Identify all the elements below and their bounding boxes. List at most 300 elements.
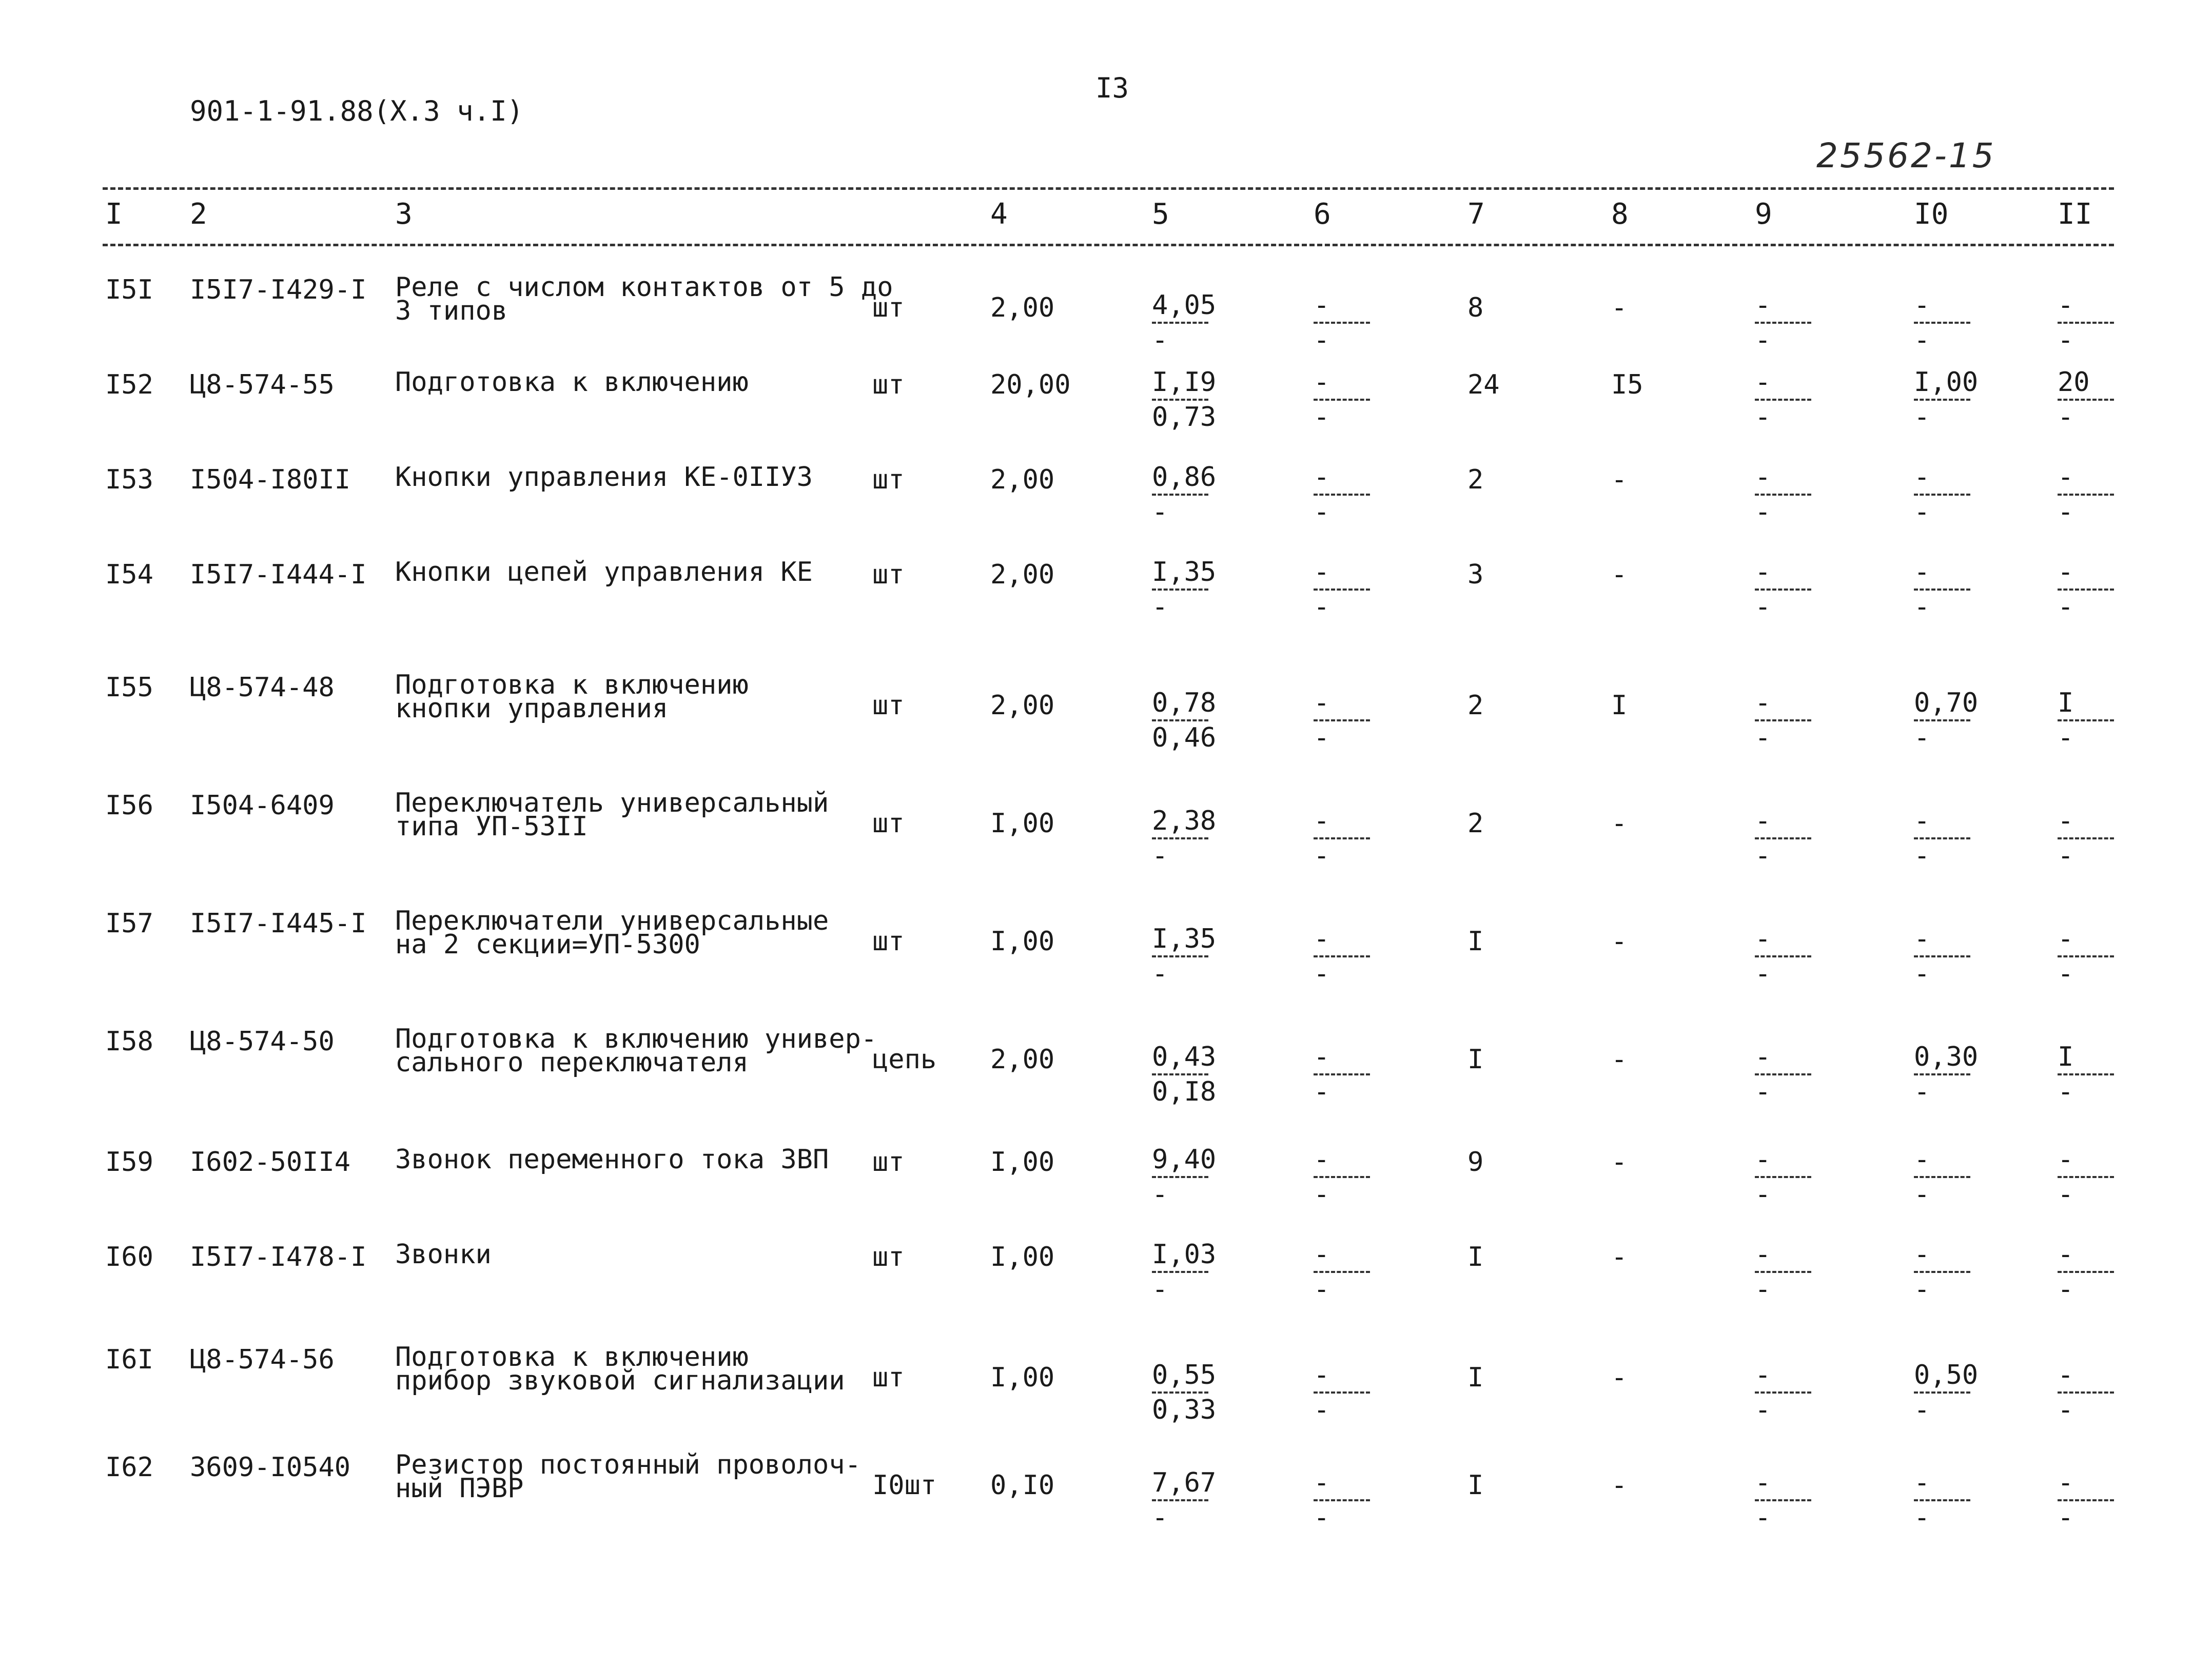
row-col9 xyxy=(1755,1239,1811,1305)
column-header-8: 8 xyxy=(1611,198,1629,231)
row-col6 xyxy=(1314,688,1370,753)
row-col5-fraction-bar xyxy=(1152,589,1208,591)
row-col5-fraction-bar xyxy=(1152,322,1208,324)
row-col5 xyxy=(1152,557,1216,622)
row-col8: I xyxy=(1611,690,1628,721)
row-number: I58 xyxy=(105,1026,153,1057)
row-col6-denominator: - xyxy=(1314,840,1330,871)
row-col11 xyxy=(2058,557,2114,622)
row-col5-denominator: - xyxy=(1152,840,1168,871)
row-col6 xyxy=(1314,557,1370,622)
row-col10-denominator: - xyxy=(1914,1274,1930,1305)
row-col5-numerator: 0,86 xyxy=(1152,462,1217,493)
row-col10-fraction-bar xyxy=(1914,494,1970,496)
row-quantity: I,00 xyxy=(990,1242,1055,1272)
row-col9 xyxy=(1755,1144,1811,1210)
column-header-2: 2 xyxy=(190,198,207,231)
row-col6 xyxy=(1314,290,1370,356)
row-col6-numerator: - xyxy=(1314,557,1330,587)
row-col7: 2 xyxy=(1467,464,1484,495)
row-name: Звонки xyxy=(395,1239,492,1270)
row-col6-fraction-bar xyxy=(1314,322,1370,324)
row-col10-fraction-bar xyxy=(1914,399,1970,401)
row-col10-numerator: - xyxy=(1914,1467,1930,1498)
row-code: I504-6409 xyxy=(190,790,335,821)
row-col6-denominator: - xyxy=(1314,592,1330,622)
row-col6-numerator: - xyxy=(1314,1239,1330,1270)
row-col8: - xyxy=(1611,1470,1628,1501)
row-col11-numerator: - xyxy=(2058,1360,2074,1390)
row-number: I54 xyxy=(105,559,153,590)
row-code: I504-I80II xyxy=(190,464,351,495)
row-unit: шт xyxy=(872,690,905,721)
row-col9-numerator: - xyxy=(1755,462,1771,493)
row-name: Кнопки управления КЕ-0IIУ3 xyxy=(395,462,813,493)
row-col8: I5 xyxy=(1611,369,1643,400)
row-col6-fraction-bar xyxy=(1314,589,1370,591)
row-unit: шт xyxy=(872,926,905,957)
row-col7: I xyxy=(1467,1362,1484,1393)
row-code: I5I7-I478-I xyxy=(190,1242,367,1272)
row-col6-numerator: - xyxy=(1314,924,1330,954)
row-number: I62 xyxy=(105,1452,153,1483)
row-col9 xyxy=(1755,1467,1811,1533)
row-col10-fraction-bar xyxy=(1914,589,1970,591)
row-col5 xyxy=(1152,290,1216,356)
row-col11-fraction-bar xyxy=(2058,1176,2114,1178)
row-col6-numerator: - xyxy=(1314,1467,1330,1498)
row-quantity: I,00 xyxy=(990,926,1055,957)
row-col6 xyxy=(1314,367,1370,433)
row-col7: I xyxy=(1467,1242,1484,1272)
row-col8: - xyxy=(1611,1147,1628,1178)
row-col11-numerator: - xyxy=(2058,1144,2074,1175)
row-col9-denominator: - xyxy=(1755,1179,1771,1210)
row-col6-denominator: - xyxy=(1314,1274,1330,1305)
row-col10-numerator: - xyxy=(1914,557,1930,587)
row-col9-denominator: - xyxy=(1755,1076,1771,1107)
row-unit: шт xyxy=(872,808,905,839)
row-col6-denominator: - xyxy=(1314,958,1330,989)
row-col6-denominator: - xyxy=(1314,1179,1330,1210)
header-rule-top xyxy=(103,187,2114,190)
row-col5 xyxy=(1152,367,1216,433)
row-col11-denominator: - xyxy=(2058,1395,2074,1425)
row-col10 xyxy=(1914,924,1970,989)
row-col11 xyxy=(2058,806,2114,871)
row-col11-numerator: - xyxy=(2058,1467,2074,1498)
row-number: I55 xyxy=(105,672,153,703)
row-col11-numerator: - xyxy=(2058,557,2074,587)
row-quantity: I,00 xyxy=(990,808,1055,839)
row-col6-fraction-bar xyxy=(1314,1271,1370,1273)
row-col10-denominator: - xyxy=(1914,325,1930,356)
row-col5-denominator: - xyxy=(1152,497,1168,527)
row-col5 xyxy=(1152,806,1216,871)
row-col9 xyxy=(1755,1042,1811,1107)
row-col11-numerator: - xyxy=(2058,806,2074,836)
row-number: I57 xyxy=(105,908,153,939)
row-unit: шт xyxy=(872,1147,905,1178)
row-col5-numerator: I,35 xyxy=(1152,557,1217,587)
header-rule-bottom xyxy=(103,244,2114,246)
row-col6-fraction-bar xyxy=(1314,399,1370,401)
row-col10-numerator: - xyxy=(1914,924,1930,954)
row-col11-fraction-bar xyxy=(2058,719,2114,721)
row-col5-numerator: 2,38 xyxy=(1152,806,1217,836)
row-col11 xyxy=(2058,1144,2114,1210)
row-col5-denominator: 0,I8 xyxy=(1152,1076,1217,1107)
row-col9-fraction-bar xyxy=(1755,322,1811,324)
row-col5-denominator: - xyxy=(1152,958,1168,989)
row-col5-fraction-bar xyxy=(1152,1073,1208,1075)
row-col9-denominator: - xyxy=(1755,1502,1771,1533)
row-col6-denominator: - xyxy=(1314,497,1330,527)
row-col9-fraction-bar xyxy=(1755,837,1811,839)
row-col9-fraction-bar xyxy=(1755,494,1811,496)
row-col10-denominator: - xyxy=(1914,402,1930,433)
row-number: I53 xyxy=(105,464,153,495)
row-col9-fraction-bar xyxy=(1755,1073,1811,1075)
row-col5-denominator: 0,46 xyxy=(1152,722,1217,753)
row-col6-fraction-bar xyxy=(1314,955,1370,957)
row-col5-numerator: 0,78 xyxy=(1152,688,1217,718)
row-col5-fraction-bar xyxy=(1152,494,1208,496)
row-col11 xyxy=(2058,1239,2114,1305)
row-col6 xyxy=(1314,1360,1370,1425)
row-col6-numerator: - xyxy=(1314,1144,1330,1175)
row-quantity: I,00 xyxy=(990,1147,1055,1178)
row-quantity: I,00 xyxy=(990,1362,1055,1393)
row-col10-numerator: - xyxy=(1914,290,1930,321)
row-col8: - xyxy=(1611,808,1628,839)
row-col5 xyxy=(1152,1144,1216,1210)
row-col11 xyxy=(2058,290,2114,356)
row-col5 xyxy=(1152,462,1216,527)
row-col6-denominator: - xyxy=(1314,402,1330,433)
row-col11 xyxy=(2058,462,2114,527)
row-col5-fraction-bar xyxy=(1152,955,1208,957)
row-col6-fraction-bar xyxy=(1314,837,1370,839)
column-header-11: II xyxy=(2058,198,2092,231)
row-col5-numerator: I,35 xyxy=(1152,924,1217,954)
row-col5-numerator: I,03 xyxy=(1152,1239,1217,1270)
row-col9-numerator: - xyxy=(1755,1239,1771,1270)
row-col6-fraction-bar xyxy=(1314,719,1370,721)
column-header-1: I xyxy=(105,198,123,231)
row-col10-fraction-bar xyxy=(1914,719,1970,721)
row-col11-numerator: - xyxy=(2058,924,2074,954)
row-col11-numerator: - xyxy=(2058,462,2074,493)
row-col9-denominator: - xyxy=(1755,722,1771,753)
row-code: I5I7-I445-I xyxy=(190,908,367,939)
row-col6-numerator: - xyxy=(1314,462,1330,493)
row-col10-denominator: - xyxy=(1914,1179,1930,1210)
row-col11-denominator: - xyxy=(2058,497,2074,527)
row-col5-numerator: 4,05 xyxy=(1152,290,1217,321)
row-col6-fraction-bar xyxy=(1314,1499,1370,1501)
row-col7: 2 xyxy=(1467,690,1484,721)
row-col10-numerator: - xyxy=(1914,462,1930,493)
row-col9-denominator: - xyxy=(1755,840,1771,871)
row-col6-denominator: - xyxy=(1314,1502,1330,1533)
row-unit: шт xyxy=(872,1242,905,1272)
row-col5-fraction-bar xyxy=(1152,1391,1208,1394)
row-col6-numerator: - xyxy=(1314,367,1330,398)
row-col5 xyxy=(1152,1042,1216,1107)
row-col5-denominator: 0,33 xyxy=(1152,1395,1217,1425)
row-col11-fraction-bar xyxy=(2058,399,2114,401)
row-col9-denominator: - xyxy=(1755,958,1771,989)
row-col5-denominator: 0,73 xyxy=(1152,402,1217,433)
row-col9-numerator: - xyxy=(1755,1467,1771,1498)
row-col10-numerator: - xyxy=(1914,1144,1930,1175)
row-col11 xyxy=(2058,1360,2114,1425)
row-code: Ц8-574-50 xyxy=(190,1026,335,1057)
row-col5 xyxy=(1152,1360,1216,1425)
row-col6 xyxy=(1314,1239,1370,1305)
row-name: Переключатель универсальный типа УП-53II xyxy=(395,788,829,842)
row-col6-fraction-bar xyxy=(1314,1073,1370,1075)
row-col10-denominator: - xyxy=(1914,1502,1930,1533)
row-col10-numerator: 0,30 xyxy=(1914,1042,1979,1072)
row-col10 xyxy=(1914,1144,1970,1210)
row-col5-fraction-bar xyxy=(1152,1176,1208,1178)
row-col9-fraction-bar xyxy=(1755,1176,1811,1178)
row-col9-denominator: - xyxy=(1755,497,1771,527)
row-col11-fraction-bar xyxy=(2058,494,2114,496)
row-col11-numerator: I xyxy=(2058,1042,2074,1072)
row-col6-numerator: - xyxy=(1314,688,1330,718)
row-quantity: 2,00 xyxy=(990,292,1055,323)
row-col8: - xyxy=(1611,1242,1628,1272)
row-col9-numerator: - xyxy=(1755,557,1771,587)
row-code: I602-50II4 xyxy=(190,1147,351,1178)
row-name: Подготовка к включению прибор звуковой сигнализации xyxy=(395,1342,845,1396)
row-code: I5I7-I429-I xyxy=(190,275,367,305)
row-col8: - xyxy=(1611,464,1628,495)
row-col11-denominator: - xyxy=(2058,840,2074,871)
row-number: I5I xyxy=(105,275,153,305)
row-quantity: 2,00 xyxy=(990,1044,1055,1075)
row-col5-denominator: - xyxy=(1152,1274,1168,1305)
row-col9-denominator: - xyxy=(1755,325,1771,356)
row-col10-fraction-bar xyxy=(1914,1176,1970,1178)
row-col9-fraction-bar xyxy=(1755,589,1811,591)
row-col11-fraction-bar xyxy=(2058,1499,2114,1501)
row-col5-denominator: - xyxy=(1152,1502,1168,1533)
row-col10-fraction-bar xyxy=(1914,322,1970,324)
row-col9-denominator: - xyxy=(1755,1274,1771,1305)
column-header-10: I0 xyxy=(1914,198,1949,231)
column-header-3: 3 xyxy=(395,198,413,231)
row-col11-denominator: - xyxy=(2058,958,2074,989)
row-col11-denominator: - xyxy=(2058,1502,2074,1533)
row-col6 xyxy=(1314,1467,1370,1533)
row-col10-denominator: - xyxy=(1914,958,1930,989)
row-col11-denominator: - xyxy=(2058,325,2074,356)
row-col5-fraction-bar xyxy=(1152,1499,1208,1501)
row-col10-fraction-bar xyxy=(1914,955,1970,957)
row-col11-numerator: - xyxy=(2058,290,2074,321)
row-col6-fraction-bar xyxy=(1314,1176,1370,1178)
row-col9 xyxy=(1755,557,1811,622)
row-col7: 24 xyxy=(1467,369,1500,400)
row-quantity: 2,00 xyxy=(990,559,1055,590)
row-col10-numerator: 0,70 xyxy=(1914,688,1979,718)
row-col10 xyxy=(1914,806,1970,871)
row-col9-denominator: - xyxy=(1755,1395,1771,1425)
row-col9-numerator: - xyxy=(1755,367,1771,398)
row-col5-numerator: 9,40 xyxy=(1152,1144,1217,1175)
row-col8: - xyxy=(1611,1044,1628,1075)
row-col6-numerator: - xyxy=(1314,806,1330,836)
row-col6-denominator: - xyxy=(1314,1076,1330,1107)
row-col11 xyxy=(2058,367,2114,433)
row-code: 3609-I0540 xyxy=(190,1452,351,1483)
row-col6 xyxy=(1314,1042,1370,1107)
row-col5-fraction-bar xyxy=(1152,399,1208,401)
row-col9-fraction-bar xyxy=(1755,719,1811,721)
row-col5 xyxy=(1152,1467,1216,1533)
row-col6-denominator: - xyxy=(1314,722,1330,753)
row-col11-numerator: 20 xyxy=(2058,367,2090,398)
row-col5 xyxy=(1152,688,1216,753)
row-col10-numerator: I,00 xyxy=(1914,367,1979,398)
row-col11 xyxy=(2058,1042,2114,1107)
row-col11-numerator: I xyxy=(2058,688,2074,718)
row-col5-fraction-bar xyxy=(1152,1271,1208,1273)
row-col10-denominator: - xyxy=(1914,840,1930,871)
row-col10-numerator: - xyxy=(1914,806,1930,836)
row-name: Реле с числом контактов от 5 до 3 типов xyxy=(395,272,893,326)
row-col9-numerator: - xyxy=(1755,924,1771,954)
row-col10 xyxy=(1914,1467,1970,1533)
row-col9-numerator: - xyxy=(1755,1144,1771,1175)
row-quantity: 2,00 xyxy=(990,464,1055,495)
row-col6-fraction-bar xyxy=(1314,1391,1370,1394)
row-name: Резистор постоянный проволоч- ный ПЭВР xyxy=(395,1449,861,1504)
row-col11-fraction-bar xyxy=(2058,1271,2114,1273)
archive-number: 25562-15 xyxy=(1816,136,1996,175)
row-col11-denominator: - xyxy=(2058,1076,2074,1107)
row-col7: I xyxy=(1467,1470,1484,1501)
row-col5-denominator: - xyxy=(1152,592,1168,622)
row-number: I52 xyxy=(105,369,153,400)
row-col11-denominator: - xyxy=(2058,592,2074,622)
row-number: I60 xyxy=(105,1242,153,1272)
row-quantity: 20,00 xyxy=(990,369,1071,400)
row-col5-denominator: - xyxy=(1152,325,1168,356)
row-col5-fraction-bar xyxy=(1152,719,1208,721)
row-col9-fraction-bar xyxy=(1755,1499,1811,1501)
row-col11-fraction-bar xyxy=(2058,837,2114,839)
row-name: Звонок переменного тока ЗВП xyxy=(395,1144,829,1175)
row-col6 xyxy=(1314,462,1370,527)
row-col9-denominator: - xyxy=(1755,402,1771,433)
row-col8: - xyxy=(1611,926,1628,957)
row-number: I56 xyxy=(105,790,153,821)
row-col10-numerator: 0,50 xyxy=(1914,1360,1979,1390)
column-header-6: 6 xyxy=(1314,198,1331,231)
row-col10 xyxy=(1914,1360,1978,1425)
row-unit: цепь xyxy=(872,1044,937,1075)
row-col11 xyxy=(2058,1467,2114,1533)
row-col11-fraction-bar xyxy=(2058,589,2114,591)
row-number: I59 xyxy=(105,1147,153,1178)
row-name: Подготовка к включению универ- сального переключателя xyxy=(395,1024,877,1078)
row-col9 xyxy=(1755,290,1811,356)
row-col11 xyxy=(2058,688,2114,753)
row-col10-fraction-bar xyxy=(1914,1499,1970,1501)
row-col7: I xyxy=(1467,926,1484,957)
row-code: Ц8-574-55 xyxy=(190,369,335,400)
row-unit: шт xyxy=(872,292,905,323)
row-col9 xyxy=(1755,1360,1811,1425)
row-col10 xyxy=(1914,462,1970,527)
row-col6 xyxy=(1314,1144,1370,1210)
row-col11-fraction-bar xyxy=(2058,322,2114,324)
row-col9-numerator: - xyxy=(1755,806,1771,836)
row-col10-denominator: - xyxy=(1914,1395,1930,1425)
row-col7: 8 xyxy=(1467,292,1484,323)
row-col8: - xyxy=(1611,1362,1628,1393)
row-col9-numerator: - xyxy=(1755,688,1771,718)
row-name: Подготовка к включению xyxy=(395,367,749,398)
row-unit: шт xyxy=(872,559,905,590)
row-col7: 2 xyxy=(1467,808,1484,839)
row-col7: 3 xyxy=(1467,559,1484,590)
row-col10-fraction-bar xyxy=(1914,1073,1970,1075)
row-col10 xyxy=(1914,367,1978,433)
row-col6-numerator: - xyxy=(1314,290,1330,321)
row-col7: I xyxy=(1467,1044,1484,1075)
row-col10-denominator: - xyxy=(1914,722,1930,753)
row-col10-numerator: - xyxy=(1914,1239,1930,1270)
row-col9 xyxy=(1755,688,1811,753)
row-col5 xyxy=(1152,1239,1216,1305)
row-col6-fraction-bar xyxy=(1314,494,1370,496)
row-col11-denominator: - xyxy=(2058,1179,2074,1210)
row-col10-denominator: - xyxy=(1914,1076,1930,1107)
row-col5-denominator: - xyxy=(1152,1179,1168,1210)
row-col10-denominator: - xyxy=(1914,497,1930,527)
row-col9-fraction-bar xyxy=(1755,1271,1811,1273)
row-quantity: 2,00 xyxy=(990,690,1055,721)
row-code: Ц8-574-48 xyxy=(190,672,335,703)
row-name: Переключатели универсальные на 2 секции=УП-5300 xyxy=(395,906,829,960)
row-col9-numerator: - xyxy=(1755,290,1771,321)
row-col11-denominator: - xyxy=(2058,402,2074,433)
row-col9-numerator: - xyxy=(1755,1042,1771,1072)
row-col6-denominator: - xyxy=(1314,325,1330,356)
doc-code: 901-1-91.88(X.3 ч.I) xyxy=(190,95,524,127)
row-col5 xyxy=(1152,924,1216,989)
row-col6-numerator: - xyxy=(1314,1360,1330,1390)
row-col10 xyxy=(1914,1042,1978,1107)
row-col9-fraction-bar xyxy=(1755,955,1811,957)
column-header-7: 7 xyxy=(1467,198,1485,231)
row-col5-numerator: 7,67 xyxy=(1152,1467,1217,1498)
row-col11-fraction-bar xyxy=(2058,955,2114,957)
row-col9 xyxy=(1755,924,1811,989)
row-col8: - xyxy=(1611,559,1628,590)
row-unit: I0шт xyxy=(872,1470,937,1501)
page-number: I3 xyxy=(1095,72,1129,104)
row-col7: 9 xyxy=(1467,1147,1484,1178)
row-col9-fraction-bar xyxy=(1755,1391,1811,1394)
row-col6-denominator: - xyxy=(1314,1395,1330,1425)
